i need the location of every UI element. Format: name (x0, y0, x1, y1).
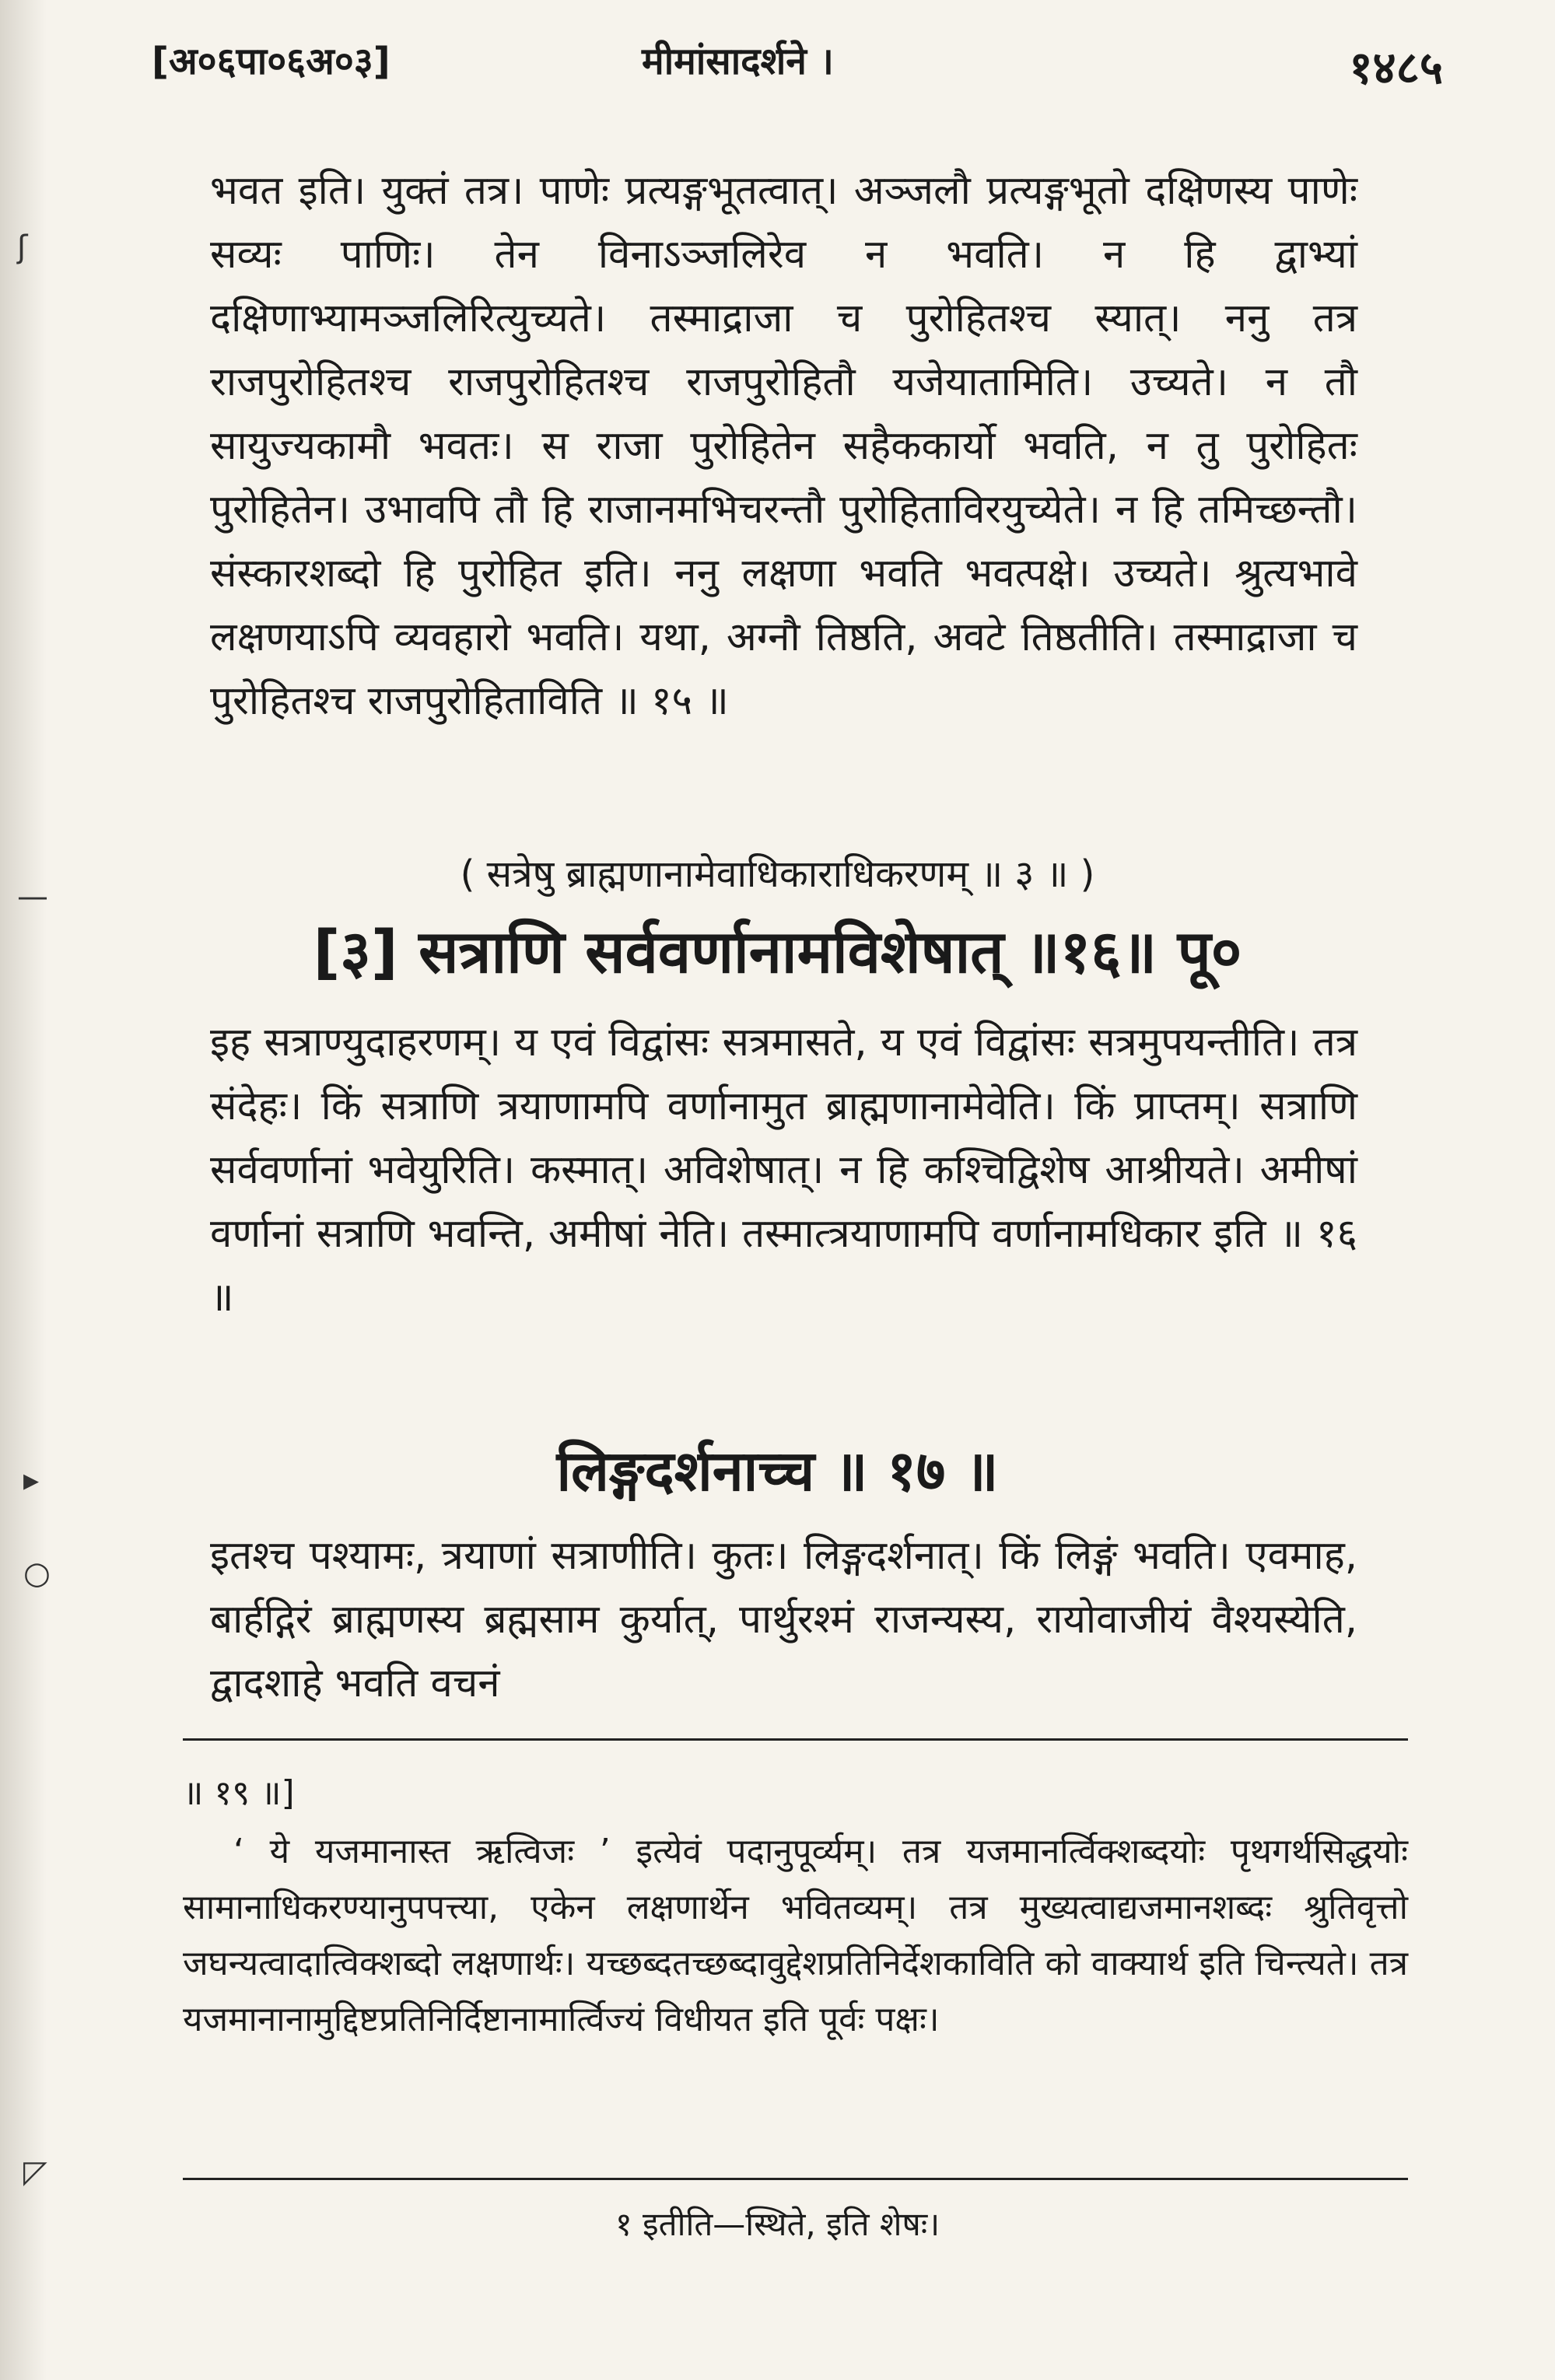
page-left-edge (0, 0, 47, 2380)
page-number: १४८५ (1349, 41, 1443, 94)
commentary-marker: ॥ १९ ॥] (183, 1773, 295, 1813)
footnote: १ इतीति—स्थिते, इति शेषः। (615, 2205, 940, 2243)
margin-mark: ○ (23, 1556, 51, 1591)
divider (183, 1738, 1408, 1741)
sutra-heading: [३] सत्राणि सर्ववर्णानामविशेषात् ॥१६॥ पू० (313, 917, 1242, 986)
commentary-text: ‘ ये यजमानास्त ऋत्विजः ’ इत्येवं पदानुपूर्व्यम्। तत्र यजमानर्त्विक्शब्दयोः पृथगर्थसिद्धयोः सामानाधिकरण्यानुपपत्त्या, एकेन लक्षणार्थेन भवितव्यम्। तत्र मुख्यत्वाद्यजमानशब्दः श्रुतिवृत्तो जघन्यत्वादात्विक्शब्दो लक्षणार्थः। यच्छब्दतच्छब्दावुद्देशप्रतिनिर्देशकाविति को वाक्यार्थ इति चिन्त्यते। तत्र यजमानानामुद्दिष्टप्रतिनिर्दिष्टानामार्त्विज्यं विधीयत इति पूर्वः पक्षः। (183, 1832, 1408, 2039)
sutra-heading-2: लिङ्गदर्शनाच्च ॥ १७ ॥ (556, 1438, 999, 1503)
running-header (152, 35, 1443, 97)
margin-mark: ▸ (23, 1462, 40, 1498)
paragraph-bhashya-3: इतश्च पश्यामः, त्रयाणां सत्राणीति। कुतः। लिङ्गदर्शनात्। किं लिङ्गं भवति। एवमाह, बार्हद्गिरं ब्राह्मणस्य ब्रह्मसाम कुर्यात्, पार्थुरश्मं राजन्यस्य, रायोवाजीयं वैश्यस्येति, द्वादशाहे भवति वचनं (210, 1533, 1357, 1706)
adhikarana-title: ( सत्रेषु ब्राह्मणानामेवाधिकाराधिकरणम् ॥ ३ ॥ ) (460, 852, 1095, 896)
paragraph-bhashya-2: इह सत्राण्युदाहरणम्। य एवं विद्वांसः सत्रमासते, य एवं विद्वांसः सत्रमुपयन्तीति। तत्र संदेहः। किं सत्राणि त्रयाणामपि वर्णानामुत ब्राह्मणानामेवेति। किं प्राप्तम्। सत्राणि सर्ववर्णानां भवेयुरिति। कस्मात्। अविशेषात्। न हि कश्चिद्विशेष आश्रीयते। अमीषां वर्णानां सत्राणि भवन्ति, अमीषां नेति। तस्मात्त्रयाणामपि वर्णानामधिकार इति ॥ १६ ॥ (210, 1020, 1357, 1321)
margin-mark: ʃ (17, 229, 28, 265)
divider (183, 2178, 1408, 2180)
header-section-ref: [अ०६पा०६अ०३] (152, 40, 391, 83)
margin-mark: ◸ (23, 2154, 47, 2190)
margin-mark: — (17, 879, 48, 915)
paragraph-bhashya-1: भवत इति। युक्तं तत्र। पाणेः प्रत्यङ्गभूतत्वात्। अञ्जलौ प्रत्यङ्गभूतो दक्षिणस्य पाणेः सव्यः पाणिः। तेन विनाऽञ्जलिरेव न भवति। न हि द्वाभ्यां दक्षिणाभ्यामञ्जलिरित्युच्यते। तस्माद्राजा च पुरोहितश्च स्यात्। ननु तत्र राजपुरोहितश्च राजपुरोहितश्च राजपुरोहितौ यजेयातामिति। उच्यते। न तौ सायुज्यकामौ भवतः। स राजा पुरोहितेन सहैककार्यो भवति, न तु पुरोहितः पुरोहितेन। उभावपि तौ हि राजानमभिचरन्तौ पुरोहिताविरयुच्येते। न हि तमिच्छन्तौ। संस्कारशब्दो हि पुरोहित इति। ननु लक्षणा भवति भवत्पक्षे। उच्यते। श्रुत्यभावे लक्षणयाऽपि व्यवहारो भवति। यथा, अग्नौ तिष्ठति, अवटे तिष्ठतीति। तस्माद्राजा च पुरोहितश्च राजपुरोहिताविति ॥ १५ ॥ (210, 168, 1357, 724)
header-title: मीमांसादर्शने । (642, 40, 834, 83)
